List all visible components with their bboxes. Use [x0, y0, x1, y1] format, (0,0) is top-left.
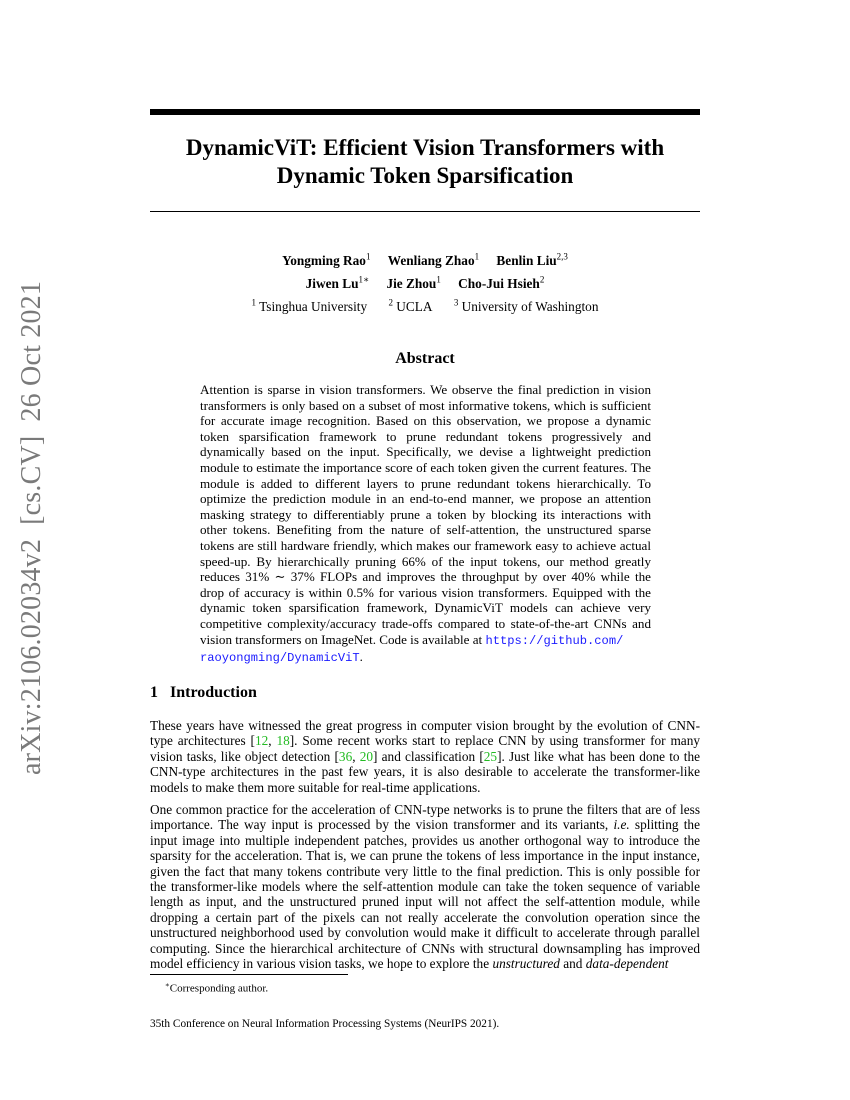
- affiliation: $^3$ University of Washington: [453, 298, 599, 315]
- title-line-1: DynamicViT: Efficient Vision Transformers with: [185, 135, 665, 160]
- abstract-body: Attention is sparse in vision transformers. We observe the final prediction in vision transformers is only based on a subset of most informative tokens, which is sufficient for accurate image recognition. Based on this observation, we propose a dynamic token sparsification framework to prune redundant tokens progressively and dynamically based on the input. Specifically, we devise a lightweight prediction module to estimate the importance score of each token given the current features. The module is added to different layers to prune redundant tokens hierarchically. To optimize the prediction module in an end-to-end manner, we propose an attention masking strategy to differentiably prune a token by blocking its interactions with other tokens. Benefiting from the nature of self-attention, the unstructured sparse tokens are still hardware friendly, which makes our framework easy to achieve actual speed-up. By hierarchically pruning 66% of the input tokens, our method greatly reduces 31% ∼ 37% FLOPs and improves the throughput by over 40% while the drop of accuracy is within 0.5% for various vision transformers. Equipped with the dynamic token sparsification framework, DynamicViT models can achieve very competitive complexity/accuracy trade-offs compared to state-of-the-art CNNs and vision transformers on ImageNet. Code is available at https://github.com/ raoyongming/DynamicViT.: [200, 382, 651, 666]
- affiliation: $^1$ Tsinghua University: [251, 298, 368, 315]
- author: Jie Zhou$^1$: [386, 274, 441, 291]
- title-bottom-rule: [150, 211, 700, 212]
- paper-title: [150, 134, 700, 190]
- author: Benlin Liu$^{2,3}$: [496, 252, 568, 269]
- affiliation: $^2$ UCLA: [388, 298, 433, 315]
- intro-paragraph-2: One common practice for the acceleration of CNN-type networks is to prune the filters that are of less importance. The way input is processed by the vision transformer and its variants, i.e. splitting the input image into multiple independent patches, provides us another orthogonal way to introduce the sparsity for the acceleration. That is, we can prune the tokens of less importance in the input instance, given the fact that many tokens contribute very little to the final prediction. This is only possible for the transformer-like models where the self-attention module can take the token sequence of variable length as input, and the unstructured pruned input will not affect the self-attention module, while dropping a certain part of the pixels can not really accelerate the convolution operation since the unstructured neighborhood used by convolution would make it difficult to accelerate through parallel computing. Since the hierarchical architecture of CNNs with structural downsampling has improved model efficiency in various vision tasks, we hope to explore the unstructured and data-dependent: [150, 802, 700, 972]
- author: Yongming Rao$^1$: [282, 252, 371, 269]
- author: Wenliang Zhao$^1$: [387, 252, 480, 269]
- arxiv-stamp: [16, 281, 48, 775]
- affiliation-list: [150, 294, 700, 316]
- author-list: [150, 248, 700, 293]
- citation-link[interactable]: 20: [359, 748, 374, 764]
- abstract-heading: Abstract: [395, 350, 455, 367]
- citation-link[interactable]: 18: [276, 733, 290, 749]
- citation-link[interactable]: 12: [254, 733, 269, 749]
- conference-note: 35th Conference on Neural Information Processing Systems (NeurIPS 2021).: [150, 1018, 500, 1030]
- arxiv-id: arXiv:2106.02034v2: [16, 538, 47, 775]
- author: Jiwen $Lu^{1∗}$: [305, 274, 370, 291]
- footnote-rule: [150, 974, 348, 975]
- arxiv-category: [cs.CV]: [16, 435, 47, 525]
- author: Cho-Jui Hsieh$^2$: [458, 274, 545, 291]
- arxiv-date: 26 Oct 2021: [16, 280, 47, 422]
- citation-link[interactable]: 25: [483, 748, 498, 764]
- title-top-rule: [150, 109, 700, 115]
- citation-link[interactable]: 36: [338, 748, 353, 764]
- footnote: ∗Corresponding author.: [165, 981, 269, 995]
- title-line-2: Dynamic Token Sparsification: [276, 163, 574, 188]
- section-heading-introduction: 1 Introduction: [150, 684, 257, 701]
- intro-paragraph-1: These years have witnessed the great progress in computer vision brought by the evolution of CNN-type architectures [12, 18]. Some recent works start to replace CNN by using transformer for many vision tasks, like object detection [36, 20] and classification [25]. Just like what has been done to the CNN-type architectures in the past few years, it is also desirable to accelerate the transformer-like models to make them more suitable for real-time applications.: [150, 718, 701, 795]
- code-link[interactable]: https://github.com/ raoyongming/DynamicViT: [200, 633, 624, 666]
